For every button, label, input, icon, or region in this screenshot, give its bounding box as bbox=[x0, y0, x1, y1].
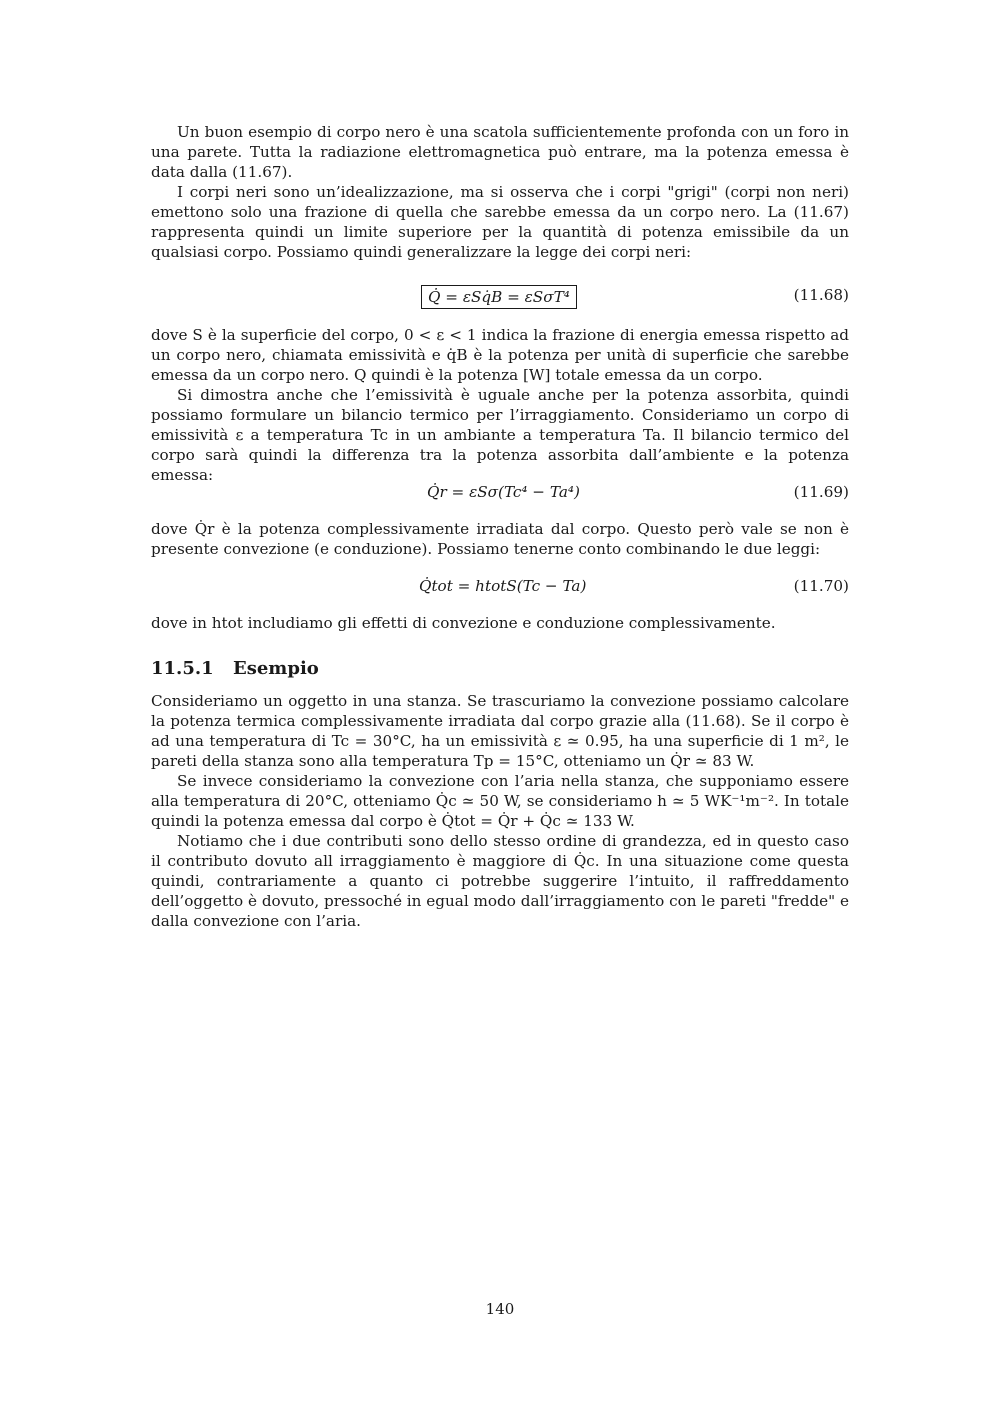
after-eq69-block bbox=[151, 519, 849, 559]
example-paragraph-1: Consideriamo un oggetto in una stanza. Se trascuriamo la convezione possiamo calcolare la potenza termica complessivamente irradiata dal corpo grazie alla (11.68). Se il corpo è ad una temperatura di Tc = 30°C, ha un emissività ε ≃ 0.95, ha una superficie di 1 m², le pareti della stanza sono alla temperatura Tp = 15°C, otteniamo un Q̇r ≃ 83 W. bbox=[151, 692, 849, 770]
page-number: 140 bbox=[485, 1300, 515, 1318]
example-paragraph-2: Se invece consideriamo la convezione con l’aria nella stanza, che supponiamo essere alla temperatura di 20°C, otteniamo Q̇c ≃ 50 W, se consideriamo h ≃ 5 WK⁻¹m⁻². In totale quindi la potenza emessa dal corpo è Q̇tot = Q̇r + Q̇c ≃ 133 W. bbox=[151, 772, 849, 830]
equation-11-70 bbox=[151, 576, 849, 600]
equation-11-68 bbox=[151, 285, 849, 309]
equation-formula: Q̇r = εSσ(Tc⁴ − Ta⁴) bbox=[427, 483, 580, 501]
equation-number: (11.70) bbox=[793, 577, 849, 595]
balance-paragraph: Si dimostra anche che l’emissività è uguale anche per la potenza assorbita, quindi possiamo formulare un bilancio termico per l’irraggiamento. Consideriamo un corpo di emissività ε a temperatura Tc in un ambiante a temperatura Ta. Il bilancio termico del corpo sarà quindi la differenza tra la potenza assorbita dall’ambiente e la potenza emessa: bbox=[151, 386, 849, 484]
equation-11-69 bbox=[151, 482, 849, 506]
example-block bbox=[151, 691, 849, 931]
example-paragraph-3: Notiamo che i due contributi sono dello stesso ordine di grandezza, ed in questo caso il contributo dovuto all irraggiamento è maggiore di Q̇c. In una situazione come questa quindi, contrariamente a quanto ci potrebbe suggerire l’intuito, il raffreddamento dell’oggetto è dovuto, pressoché in egual modo dall’irraggiamento con le pareti "fredde" e dalla convezione con l’aria. bbox=[151, 832, 849, 930]
intro-paragraph-2: I corpi neri sono un’idealizzazione, ma si osserva che i corpi "grigi" (corpi non neri) emettono solo una frazione di quella che sarebbe emessa da un corpo nero. La (11.67) rappresenta quindi un limite superiore per la quantità di potenza emissibile da un qualsiasi corpo. Possiamo quindi generalizzare la legge dei corpi neri: bbox=[151, 183, 849, 261]
intro-paragraph-1: Un buon esempio di corpo nero è una scatola sufficientemente profonda con un foro in una parete. Tutta la radiazione elettromagnetica può entrare, ma la potenza emessa è data dalla (11.67). bbox=[151, 123, 849, 181]
after-eq70-block bbox=[151, 613, 849, 633]
equation-formula-boxed: Q̇ = εSq̇B = εSσT⁴ bbox=[421, 285, 577, 309]
after-eq68-block bbox=[151, 325, 849, 485]
convection-paragraph: dove Q̇r è la potenza complessivamente irradiata dal corpo. Questo però vale se non è presente convezione (e conduzione). Possiamo tenerne conto combinando le due leggi: bbox=[151, 520, 849, 558]
intro-block bbox=[151, 122, 849, 262]
equation-number: (11.68) bbox=[793, 286, 849, 304]
equation-number: (11.69) bbox=[793, 483, 849, 501]
section-number: 11.5.1 bbox=[151, 658, 214, 679]
section-heading bbox=[151, 658, 849, 680]
htot-paragraph: dove in htot includiamo gli effetti di convezione e conduzione complessivamente. bbox=[151, 614, 776, 632]
section-title: Esempio bbox=[233, 658, 319, 679]
equation-formula: Q̇tot = htotS(Tc − Ta) bbox=[419, 577, 587, 595]
definition-paragraph: dove S è la superficie del corpo, 0 < ε < 1 indica la frazione di energia emessa rispetto ad un corpo nero, chiamata emissività e q̇B è la potenza per unità di superficie che sarebbe emessa da un corpo nero. Q quindi è la potenza [W] totale emessa da un corpo. bbox=[151, 326, 849, 384]
